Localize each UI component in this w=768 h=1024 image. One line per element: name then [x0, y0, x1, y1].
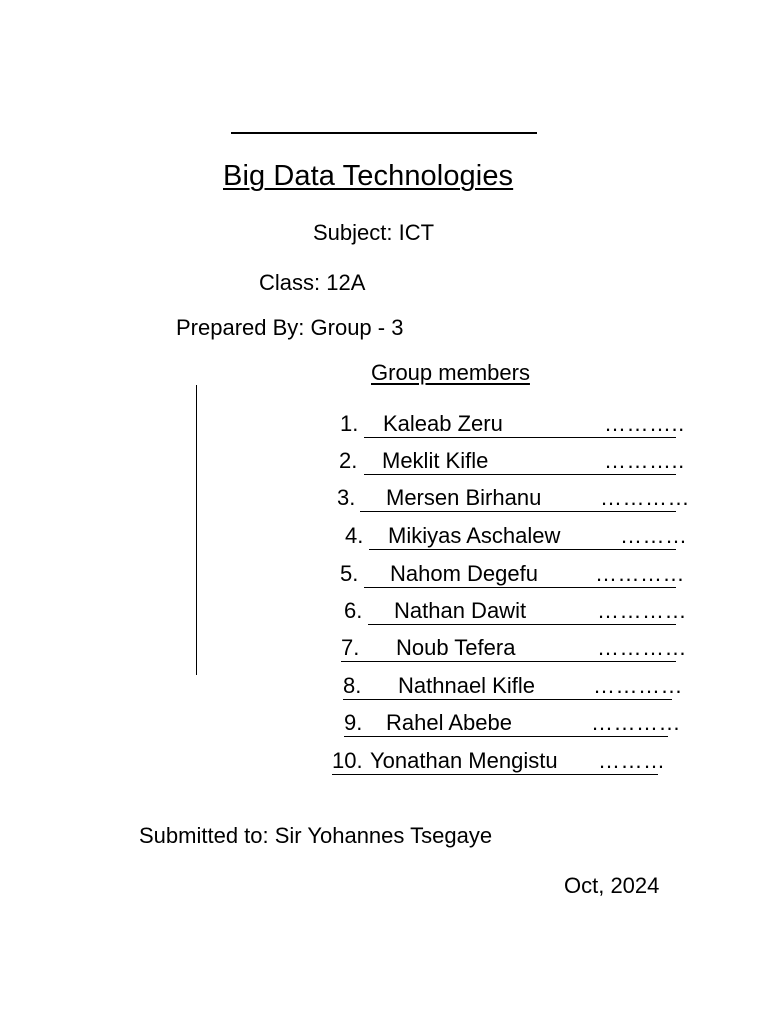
member-name: Nahom Degefu: [390, 561, 538, 586]
vertical-margin-line: [196, 385, 197, 675]
member-underline: [344, 736, 668, 737]
member-underline: [364, 474, 676, 475]
subject-line: Subject: ICT: [313, 220, 435, 245]
member-underline: [341, 661, 676, 662]
member-number: 4.: [345, 523, 364, 548]
group-members-heading: Group members: [371, 360, 530, 385]
member-row: [337, 485, 690, 513]
member-signature-dots: ………: [598, 748, 666, 773]
member-name: Mersen Birhanu: [386, 485, 542, 510]
member-underline: [369, 549, 676, 550]
member-row: [344, 598, 687, 626]
document-title: Big Data Technologies: [223, 160, 514, 192]
member-signature-dots: ………: [620, 523, 688, 548]
member-signature-dots: ………..: [604, 411, 685, 436]
member-number: 6.: [344, 598, 363, 623]
member-signature-dots: …………: [600, 485, 690, 510]
member-row: [345, 523, 688, 551]
member-signature-dots: ………..: [604, 448, 685, 473]
member-row: [339, 448, 685, 476]
member-row: [343, 673, 683, 701]
member-number: 3.: [337, 485, 356, 510]
member-signature-dots: …………: [597, 635, 687, 660]
submitted-to-line: Submitted to: Sir Yohannes Tsegaye: [139, 823, 493, 848]
member-name: Meklit Kifle: [382, 448, 489, 473]
member-name: Nathnael Kifle: [398, 673, 535, 698]
top-rule: [231, 132, 537, 134]
member-number: 2.: [339, 448, 358, 473]
member-underline: [368, 624, 676, 625]
member-number: 9.: [344, 710, 363, 735]
member-name: Mikiyas Aschalew: [388, 523, 561, 548]
member-underline: [364, 437, 676, 438]
prepared-by-line: Prepared By: Group - 3: [176, 315, 404, 340]
member-row: [340, 411, 685, 439]
member-number: 8.: [343, 673, 362, 698]
member-number: 5.: [340, 561, 359, 586]
member-signature-dots: …………: [595, 561, 685, 586]
member-name: Nathan Dawit: [394, 598, 527, 623]
member-underline: [360, 511, 676, 512]
member-number: 1.: [340, 411, 359, 436]
member-row: [332, 748, 666, 776]
member-name: Rahel Abebe: [386, 710, 512, 735]
member-signature-dots: …………: [591, 710, 681, 735]
member-name: Noub Tefera: [396, 635, 516, 660]
member-underline: [364, 587, 676, 588]
member-number: 7.: [341, 635, 360, 660]
submission-date: Oct, 2024: [564, 873, 660, 898]
member-row: [340, 561, 685, 589]
member-name: Kaleab Zeru: [383, 411, 503, 436]
member-underline: [332, 774, 658, 775]
member-signature-dots: …………: [597, 598, 687, 623]
member-name: Yonathan Mengistu: [370, 748, 558, 773]
member-underline: [343, 699, 672, 700]
class-line: Class: 12A: [259, 270, 366, 295]
member-row: [344, 710, 681, 738]
member-signature-dots: …………: [593, 673, 683, 698]
member-number: 10.: [332, 748, 363, 773]
member-row: [341, 635, 687, 663]
